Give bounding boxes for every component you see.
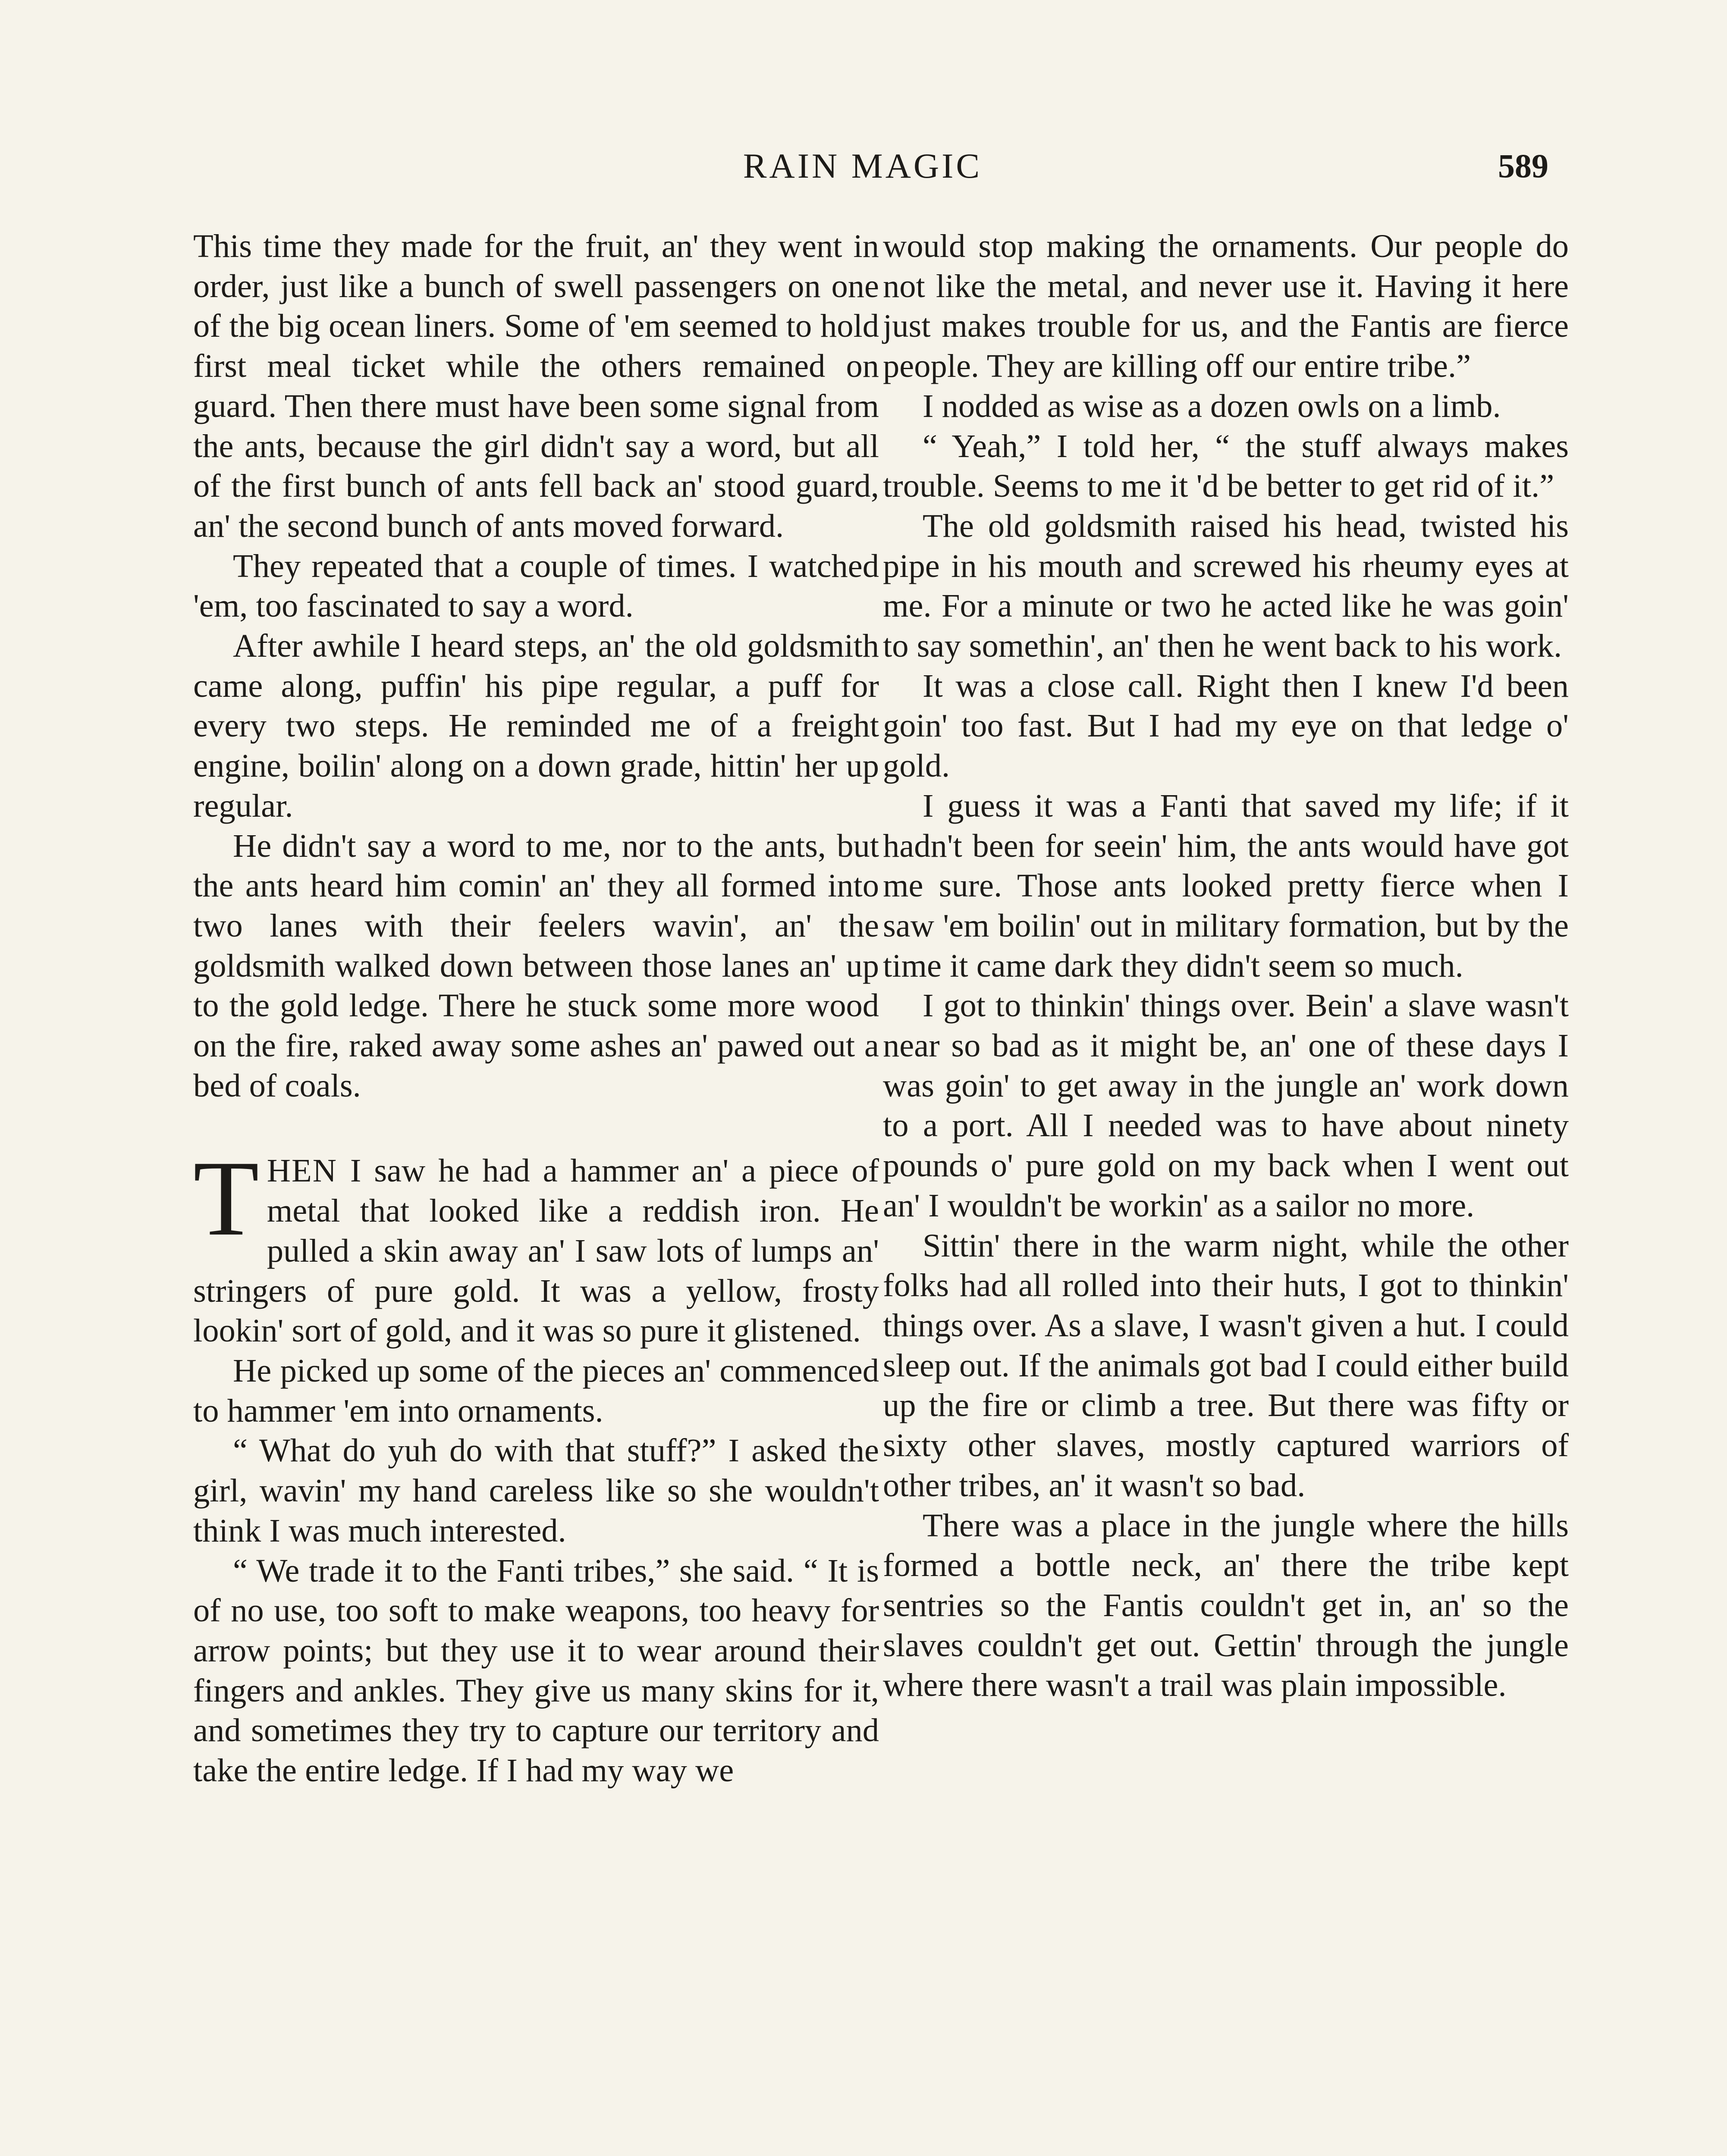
paragraph: There was a place in the jungle where the hills formed a bottle neck, an' there the tribe kept sentries so the Fantis couldn't get in, an' so the slaves couldn't get out. Gettin' through the jungle where there wasn't a trail was plain impossible. — [883, 1507, 1569, 1704]
paragraph: I guess it was a Fanti that saved my life; if it hadn't been for seein' him, the ants would have got me sure. Those ants looked pretty fierce when I saw 'em boilin' out in military formation, but by the time it came dark they didn't seem so much. — [883, 787, 1569, 984]
paragraph: I nodded as wise as a dozen owls on a limb. — [923, 387, 1501, 424]
paragraph: It was a close call. Right then I knew I'd been goin' too fast. But I had my eye on that ledge o' gold. — [883, 667, 1569, 784]
paragraph: Sittin' there in the warm night, while the other folks had all rolled into their huts, I got to thinkin' things over. As a slave, I wasn't given a hut. I could sleep out. If the animals got bad I could either build up the fire or climb a tree. But there was fifty or sixty other slaves, mostly captured warriors of other tribes, an' it wasn't so bad. — [883, 1227, 1569, 1504]
paragraph: After awhile I heard steps, an' the old goldsmith came along, puffin' his pipe regular, a puff for every two steps. He reminded me of a freight engine, boilin' along on a down grade, hittin' her up regular. — [193, 627, 879, 824]
drop-cap-letter: T — [193, 1139, 259, 1259]
paragraph: “ We trade it to the Fanti tribes,” she said. “ It is of no use, too soft to make weapons, too heavy for arrow points; but they use it to wear around their fingers and ankles. They give us many skins for it, and sometimes they try to capture our territory and take the entire ledge. If I had my way we — [193, 1552, 879, 1789]
paragraph: He picked up some of the pieces an' commenced to hammer 'em into ornaments. — [193, 1352, 879, 1429]
section-opening-paragraph — [193, 1139, 879, 1351]
paragraph: This time they made for the fruit, an' they went in order, just like a bunch of swell passengers on one of the big ocean liners. Some of 'em seemed to hold first meal ticket while the others remained on guard. Then there must have been some signal from the ants, because the girl didn't say a word, but all of the first bunch of ants fell back an' stood guard, an' the second bunch of ants moved forward. — [193, 228, 879, 544]
paragraph: I got to thinkin' things over. Bein' a slave wasn't near so bad as it might be, an' one of these days I was goin' to get away in the jungle an' work down to a port. All I needed was to have about ninety pounds o' pure gold on my back when I went out an' I wouldn't be workin' as a sailor no more. — [883, 987, 1569, 1224]
paragraph: “ Yeah,” I told her, “ the stuff always makes trouble. Seems to me it 'd be better to get rid of it.” — [883, 427, 1569, 505]
paragraph: The old goldsmith raised his head, twisted his pipe in his mouth and screwed his rheumy eyes at me. For a minute or two he acted like he was goin' to say somethin', an' then he went back to his work. — [883, 507, 1569, 664]
paragraph-text: I saw he had a hammer an' a piece of metal that looked like a reddish iron. He pulled a skin away an' I saw lots of lumps an' stringers of pure gold. It was a yellow, frosty lookin' sort of gold, and it was so pure it glistened. — [193, 1152, 879, 1349]
running-header — [0, 142, 1727, 190]
page-number: 589 — [1498, 147, 1548, 185]
left-column — [193, 226, 879, 1791]
paragraph: would stop making the ornaments. Our people do not like the metal, and never use it. Having it here just makes trouble for us, and the Fantis are fierce people. They are killing off our entire tribe.” — [883, 228, 1569, 385]
small-caps-word: HEN — [267, 1152, 337, 1189]
paragraph: They repeated that a couple of times. I watched 'em, too fascinated to say a word. — [193, 547, 879, 624]
paragraph: “ What do yuh do with that stuff?” I asked the girl, wavin' my hand careless like so she wouldn't think I was much interested. — [193, 1432, 879, 1549]
running-title: RAIN MAGIC — [743, 146, 983, 185]
paragraph: He didn't say a word to me, nor to the ants, but the ants heard him comin' an' they all formed into two lanes with their feelers wavin', an' the goldsmith walked down between those lanes an' up to the gold ledge. There he stuck some more wood on the fire, raked away some ashes an' pawed out a bed of coals. — [193, 827, 879, 1104]
right-column — [883, 226, 1569, 1705]
